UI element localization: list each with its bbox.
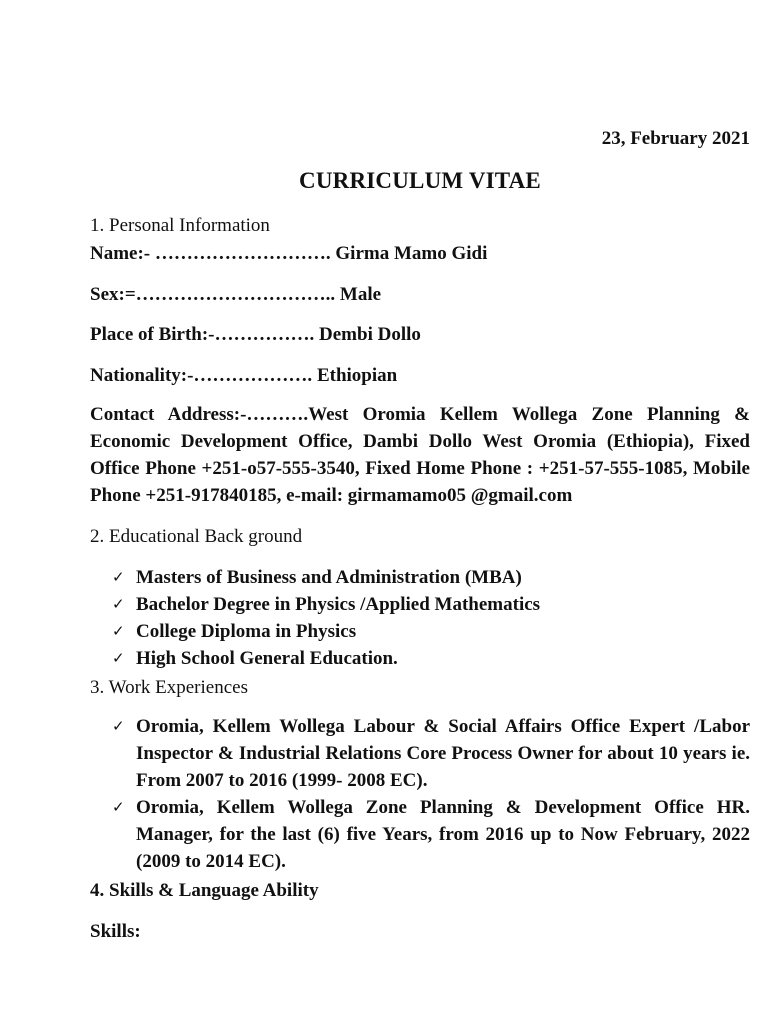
skills-subheading: Skills: — [90, 921, 141, 942]
document-date: 23, February 2021 — [601, 128, 750, 149]
list-item: ✓ Oromia, Kellem Wollega Zone Planning & Development Office HR. Manager, for the last (6) five Years, from 2016 up to Now February, 2022 (2009 to 2014 EC). — [112, 794, 750, 875]
name-label: Name:- ………………………. — [90, 243, 336, 264]
check-icon: ✓ — [112, 649, 125, 667]
birth-value: Dembi Dollo — [319, 324, 421, 345]
nationality-label: Nationality:-………………. — [90, 365, 317, 386]
check-icon: ✓ — [112, 595, 125, 613]
education-heading: 2. Educational Back ground — [90, 526, 303, 547]
sex-label: Sex:=………………………….. — [90, 284, 340, 305]
list-item: ✓ Oromia, Kellem Wollega Labour & Social Affairs Office Expert /Labor Inspector & Industrial Relations Core Process Owner for about 10 years ie. From 2007 to 2016 (1999- 2008 EC). — [112, 713, 750, 794]
check-icon: ✓ — [112, 717, 125, 735]
personal-info-heading: 1. Personal Information — [90, 215, 270, 236]
name-value: Girma Mamo Gidi — [335, 243, 488, 264]
birth-label: Place of Birth:-……………. — [90, 324, 320, 345]
name-line — [90, 240, 750, 267]
work-list — [112, 713, 750, 875]
sex-value: Male — [339, 284, 382, 305]
list-item: ✓ High School General Education. — [112, 645, 750, 672]
contact-value: West Oromia Kellem Wollega Zone Planning & Economic Development Office, Dambi Dollo West Oromia (Ethiopia), Fixed Office Phone +251-o57-555-3540, Fixed Home Phone : +251-57-555-1085, Mobile Phone +251-917840185, e-mail: girmamamo05 @gmail.com — [90, 404, 750, 506]
check-icon: ✓ — [112, 622, 125, 640]
work-heading: 3. Work Experiences — [90, 677, 248, 698]
check-icon: ✓ — [112, 798, 125, 816]
education-list — [112, 564, 750, 672]
birth-line — [90, 321, 750, 348]
nationality-value: Ethiopian — [316, 365, 398, 386]
contact-label: Contact Address:-………. — [90, 404, 309, 425]
list-item: ✓ Bachelor Degree in Physics /Applied Mathematics — [112, 591, 750, 618]
sex-line — [90, 281, 750, 308]
list-item: ✓ Masters of Business and Administration (MBA) — [112, 564, 750, 591]
skills-heading: 4. Skills & Language Ability — [90, 880, 319, 901]
contact-address — [90, 401, 750, 509]
check-icon: ✓ — [112, 568, 125, 586]
document-title: CURRICULUM VITAE — [299, 168, 541, 193]
list-item: ✓ College Diploma in Physics — [112, 618, 750, 645]
nationality-line — [90, 362, 750, 389]
